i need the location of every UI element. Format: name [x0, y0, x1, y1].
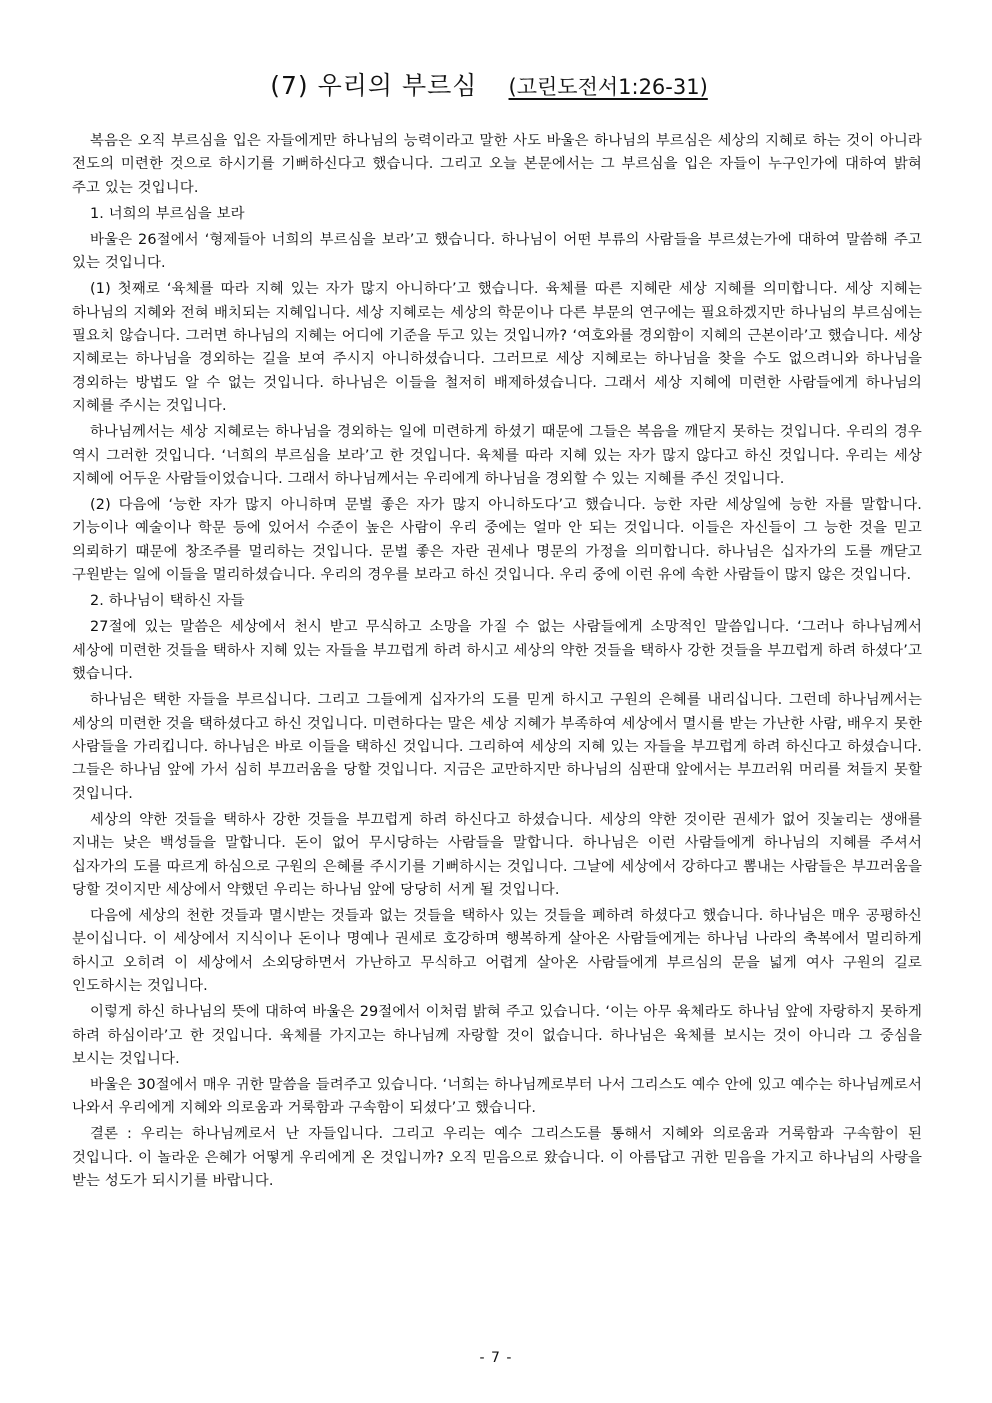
section-heading-1: 1. 너희의 부르심을 보라 [90, 205, 245, 222]
paragraph: 바울은 26절에서 ‘형제들아 너희의 부르심을 보라’고 했습니다. 하나님이 어떤 부류의 사람들을 부르셨는가에 대하여 말씀해 주고 있는 것입니다. [72, 231, 922, 272]
paragraph: 세상의 약한 것들을 택하사 강한 것들을 부끄럽게 하려 하신다고 하셨습니다. 세상의 약한 것이란 권세가 없어 짓눌리는 생애를 지내는 낮은 백성들을 말합니다. 돈이 없어 무시당하는 사람들을 말합니다. 하나님은 이런 사람들에게 하나님의 지혜를 주셔서 십자가의 도를 따르게 하심으로 구원의 은혜를 주시기를 기뻐하시는 것입니다. 그날에 세상에서 강하다고 뽐내는 사람들은 부끄러움을 당할 것이지만 세상에서 약했던 우리는 하나님 앞에 당당히 서게 될 것입니다. [72, 811, 922, 898]
sermon-body [72, 130, 922, 1196]
paragraph: 하나님은 택한 자들을 부르십니다. 그리고 그들에게 십자가의 도를 믿게 하시고 구원의 은혜를 내리십니다. 그런데 하나님께서는 세상의 미련한 것을 택하셨다고 하신 것입니다. 미련하다는 말은 세상 지혜가 부족하여 세상에서 멸시를 받는 가난한 사람, 배우지 못한 사람들을 가리킵니다. 하나님은 바로 이들을 택하신 것입니다. 그리하여 세상의 지혜 있는 자들을 부끄럽게 하려 하신다고 하셨습니다. 그들은 하나님 앞에 가서 심히 부끄러움을 당할 것입니다. 지금은 교만하지만 하나님의 심판대 앞에서는 부끄러워 머리를 쳐들지 못할 것입니다. [72, 692, 922, 802]
paragraph: 바울은 30절에서 매우 귀한 말씀을 들려주고 있습니다. ‘너희는 하나님께로부터 나서 그리스도 예수 안에 있고 예수는 하나님께로서 나와서 우리에게 지혜와 의로움과 거룩함과 구속함이 되셨다’고 했습니다. [72, 1076, 922, 1117]
paragraph: (2) 다음에 ‘능한 자가 많지 아니하며 문벌 좋은 자가 많지 아니하도다’고 했습니다. 능한 자란 세상일에 능한 자를 말합니다. 기능이나 예술이나 학문 등에 있어서 수준이 높은 사람이 우리 중에는 얼마 안 되는 것입니다. 이들은 자신들이 그 능한 것을 믿고 의뢰하기 때문에 창조주를 멀리하는 것입니다. 문벌 좋은 자란 권세나 명문의 가정을 의미합니다. 하나님은 십자가의 도를 깨닫고 구원받는 일에 이들을 멀리하셨습니다. 우리의 경우를 보라고 하신 것입니다. 우리 중에 이런 유에 속한 사람들이 많지 않은 것입니다. [72, 497, 922, 584]
conclusion-paragraph: 결론 : 우리는 하나님께로서 난 자들입니다. 그리고 우리는 예수 그리스도를 통해서 지혜와 의로움과 거룩함과 구속함이 된 것입니다. 이 놀라운 은혜가 어떻게 우리에게 온 것입니까? 오직 믿음으로 왔습니다. 이 아름답고 귀한 믿음을 가지고 하나님의 사랑을 받는 성도가 되시기를 바랍니다. [72, 1126, 922, 1190]
section-heading-2: 2. 하나님이 택하신 자들 [90, 593, 245, 610]
paragraph: 이렇게 하신 하나님의 뜻에 대하여 바울은 29절에서 이처럼 밝혀 주고 있습니다. ‘이는 아무 육체라도 하나님 앞에 자랑하지 못하게 하려 하심이라’고 한 것입니다. 육체를 가지고는 하나님께 자랑할 것이 없습니다. 하나님은 육체를 보시는 것이 아니라 그 중심을 보시는 것입니다. [72, 1004, 922, 1067]
page-title: (7) 우리의 부르심 [270, 71, 478, 100]
paragraph: 복음은 오직 부르심을 입은 자들에게만 하나님의 능력이라고 말한 사도 바울은 하나님의 부르심은 세상의 지혜로 하는 것이 아니라 전도의 미련한 것으로 하시기를 기뻐하신다고 했습니다. 그리고 오늘 본문에서는 그 부르심을 입은 자들이 누구인가에 대하여 밝혀 주고 있는 것입니다. [72, 133, 922, 196]
paragraph: (1) 첫째로 ‘육체를 따라 지혜 있는 자가 많지 아니하다’고 했습니다. 육체를 따른 지혜란 세상 지혜를 의미합니다. 세상 지혜는 하나님의 지혜와 전혀 배치되는 지혜입니다. 세상 지혜로는 세상의 학문이나 다른 부문의 연구에는 필요하겠지만 하나님의 부르심에는 필요치 않습니다. 그러면 하나님의 지혜는 어디에 기준을 두고 있는 것입니까? ‘여호와를 경외함이 지혜의 근본이라’고 했습니다. 세상 지혜로는 하나님을 경외하는 길을 보여 주시지 아니하셨습니다. 그러므로 세상 지혜로는 하나님을 찾을 수도 없으려니와 하나님을 경외하는 방법도 알 수 없는 것입니다. 하나님은 이들을 철저히 배제하셨습니다. 그래서 세상 지혜에 미련한 사람들에게 하나님의 지혜를 주시는 것입니다. [72, 281, 922, 415]
paragraph: 27절에 있는 말씀은 세상에서 천시 받고 무식하고 소망을 가질 수 없는 사람들에게 소망적인 말씀입니다. ‘그러나 하나님께서 세상에 미련한 것들을 택하사 지혜 있는 자들을 부끄럽게 하려 하시고 세상의 약한 것들을 택하사 강한 것들을 부끄럽게 하려 하셨다’고 했습니다. [72, 619, 922, 683]
paragraph: 하나님께서는 세상 지혜로는 하나님을 경외하는 일에 미련하게 하셨기 때문에 그들은 복음을 깨닫지 못하는 것입니다. 우리의 경우 역시 그러한 것입니다. ‘너희의 부르심을 보라’고 한 것입니다. 육체를 따라 지혜 있는 자가 많지 않다고 하신 것입니다. 우리는 세상 지혜에 어두운 사람들이었습니다. 그래서 하나님께서는 우리에게 하나님을 경외할 수 있는 지혜를 주신 것입니다. [72, 424, 922, 488]
paragraph: 다음에 세상의 천한 것들과 멸시받는 것들과 없는 것들을 택하사 있는 것들을 폐하려 하셨다고 했습니다. 하나님은 매우 공평하신 분이십니다. 이 세상에서 지식이나 돈이나 명예나 권세로 호강하며 행복하게 살아온 사람들에게는 하나님 나라의 축복에서 멀리하게 하시고 오히려 이 세상에서 소외당하면서 가난하고 무식하고 어렵게 살아온 사람들에게 부르심의 문을 넓게 여사 구원의 길로 인도하시는 것입니다. [72, 907, 922, 995]
scripture-reference: (고린도전서1:26-31) [508, 75, 708, 99]
title-row [0, 66, 992, 102]
page-number: - 7 - [479, 1350, 513, 1366]
